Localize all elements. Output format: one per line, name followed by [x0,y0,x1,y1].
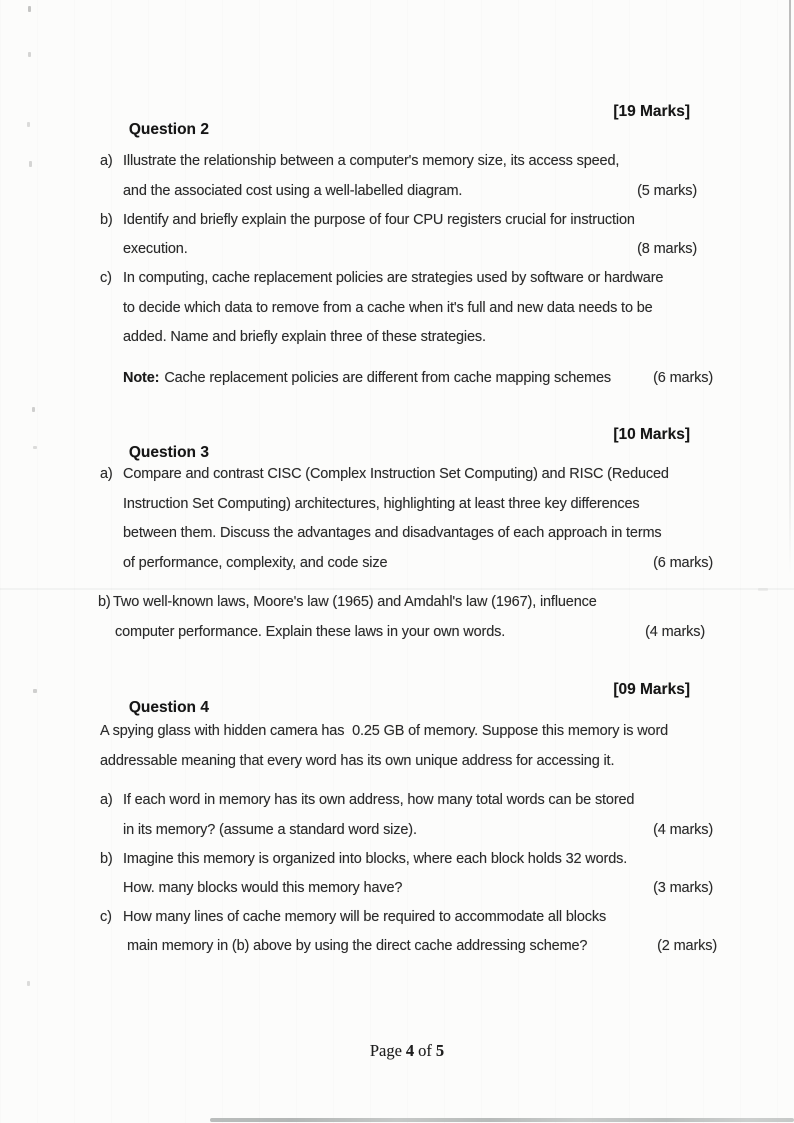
note-label: Note: [123,370,160,386]
question-text: How many lines of cache memory will be required to accommodate all blocks [123,909,607,925]
question-text: added. Name and briefly explain three of these strategies. [123,329,486,345]
scan-speck [27,122,30,127]
scan-speck [33,446,37,449]
item-label-b: b) [98,594,111,610]
question-2c-marks: (6 marks) [653,370,713,386]
question-2b-line-1 [100,210,690,230]
question-text: Imagine this memory is organized into blocks, where each block holds 32 words. [123,851,628,867]
question-text: If each word in memory has its own address, how many total words can be stored [123,792,635,808]
question-text: of performance, complexity, and code size [123,555,388,571]
question-3a-line-4 [100,553,713,573]
question-4c-marks: (2 marks) [657,938,717,954]
question-3a-line-2 [100,494,713,514]
question-3-total-marks: [10 Marks] [613,426,690,443]
question-4a-line-1 [100,790,690,810]
question-text: and the associated cost using a well-labelled diagram. [123,183,463,199]
item-label-a: a) [100,153,113,169]
question-2a-marks: (5 marks) [637,183,697,199]
question-2b-marks: (8 marks) [637,241,697,257]
question-3b-line-2 [100,622,705,642]
scan-edge-line [789,0,791,576]
question-2a-line-1 [100,151,690,171]
question-4c-line-1 [100,907,690,927]
question-4-title: Question 4 [128,699,209,716]
question-3a-line-3 [100,523,713,543]
question-4-header [100,681,690,716]
question-4-intro-line-1 [100,721,690,741]
question-text: addressable meaning that every word has its own unique address for accessing it. [100,753,615,769]
question-3a-line-1 [100,464,690,484]
question-2-header [100,103,690,138]
question-2c-line-1 [100,268,690,288]
scan-speck [28,52,31,57]
scan-speck [33,689,37,693]
question-text: In computing, cache replacement policies are strategies used by software or hardware [123,270,664,286]
question-2c-line-2 [100,298,713,318]
question-4c-line-2 [100,936,717,956]
question-2-note [100,368,713,388]
question-text: How. many blocks would this memory have? [123,880,403,896]
question-text: computer performance. Explain these laws in your own words. [115,624,506,640]
question-4-total-marks: [09 Marks] [613,681,690,698]
question-text: Identify and briefly explain the purpose of four CPU registers crucial for instruction [123,212,635,228]
question-text: execution. [123,241,188,257]
question-2c-line-3 [100,327,713,347]
scan-speck [32,407,35,412]
item-label-c: c) [100,270,112,286]
item-label-c: c) [100,909,112,925]
exam-page-content [98,0,717,1123]
question-text: to decide which data to remove from a cache when it's full and new data needs to be [123,300,653,316]
question-3b-line-1 [98,592,688,612]
question-text: in its memory? (assume a standard word size). [123,822,417,838]
question-3-header [100,426,690,461]
question-4b-line-2 [100,878,713,898]
question-text: Instruction Set Computing) architectures, highlighting at least three key differences [123,496,640,512]
page-number: 4 [405,1041,415,1060]
question-text: between them. Discuss the advantages and disadvantages of each approach in terms [123,525,662,541]
scan-speck [29,161,32,167]
page-label: Page [369,1041,402,1060]
note-text: Cache replacement policies are different from cache mapping schemes [164,370,611,386]
question-3b-marks: (4 marks) [645,624,705,640]
question-4a-line-2 [100,820,713,840]
question-2-total-marks: [19 Marks] [613,103,690,120]
item-label-a: a) [100,792,113,808]
of-label: of [418,1041,432,1060]
question-text: Illustrate the relationship between a computer's memory size, its access speed, [123,153,620,169]
item-label-b: b) [100,212,113,228]
scan-speck [27,981,30,986]
question-2-title: Question 2 [128,121,209,138]
scan-bottom-shadow [210,1118,794,1122]
item-label-a: a) [100,466,113,482]
item-label-b: b) [100,851,113,867]
question-3a-marks: (6 marks) [653,555,713,571]
total-pages: 5 [435,1041,445,1060]
question-4-intro-line-2 [100,751,690,771]
question-2a-line-2 [100,181,713,201]
question-4a-marks: (4 marks) [653,822,713,838]
question-3-title: Question 3 [128,444,209,461]
scan-speck [28,6,31,12]
question-4b-marks: (3 marks) [653,880,713,896]
question-text: Two well-known laws, Moore's law (1965) and Amdahl's law (1967), influence [113,594,597,610]
scan-streak [0,588,794,590]
question-text: Compare and contrast CISC (Complex Instruction Set Computing) and RISC (Reduced [123,466,669,482]
question-text: A spying glass with hidden camera has 0.25 GB of memory. Suppose this memory is word [100,723,669,739]
page-footer [0,1041,794,1061]
scan-speck [758,588,768,591]
question-2b-line-2 [100,239,713,259]
question-4b-line-1 [100,849,690,869]
question-text: main memory in (b) above by using the direct cache addressing scheme? [127,938,588,954]
